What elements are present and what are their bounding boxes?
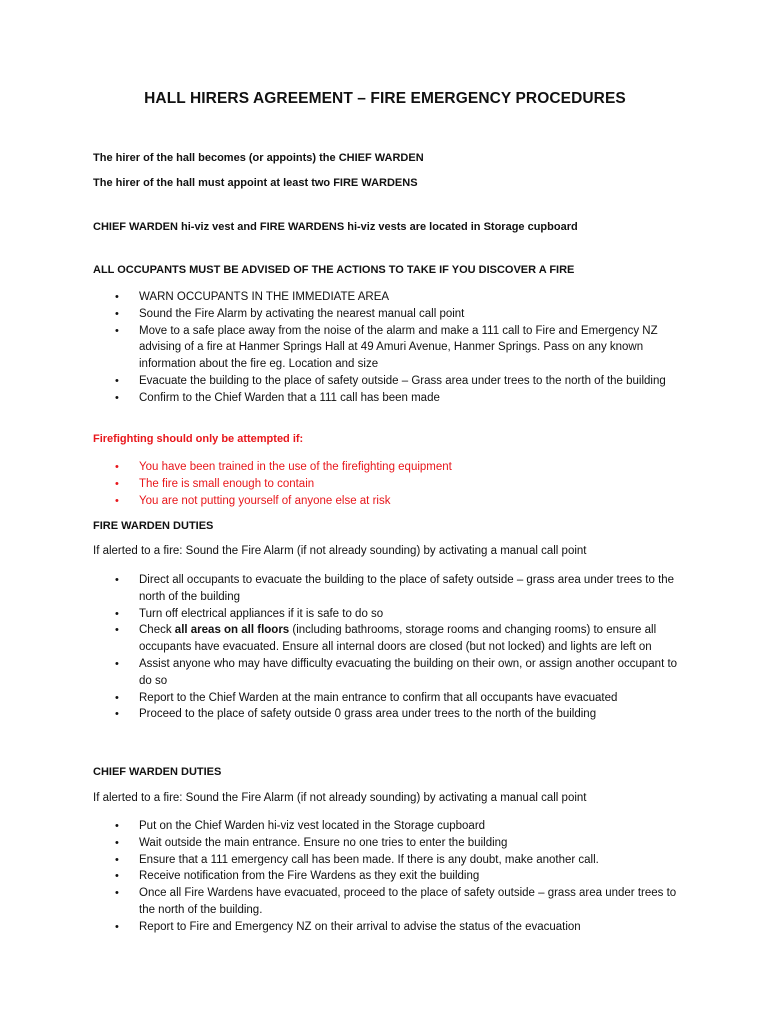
bullet: •	[115, 820, 119, 832]
list-item: • Sound the Fire Alarm by activating the nearest manual call point	[93, 306, 683, 323]
bullet: •	[115, 887, 119, 900]
list-item: • Evacuate the building to the place of safety outside – Grass area under trees to the north of the building	[93, 373, 683, 390]
list-item: • Proceed to the place of safety outside 0 grass area under trees to the north of the building	[93, 706, 683, 723]
list-item: • Move to a safe place away from the noise of the alarm and make a 111 call to Fire and Emergency NZ advising of a fire at Hanmer Springs Hall at 49 Amuri Avenue, Hanmer Springs. Pass on any known information about the fire eg. Location and size	[115, 324, 658, 371]
list-item: • Report to the Chief Warden at the main entrance to confirm that all occupants have evacuated	[93, 690, 683, 707]
intro-chief-warden: The hirer of the hall becomes (or appoints) the CHIEF WARDEN	[93, 152, 424, 164]
bullet: •	[115, 708, 119, 721]
intro-fire-wardens: The hirer of the hall must appoint at least two FIRE WARDENS	[93, 177, 418, 189]
bullet: •	[115, 870, 119, 883]
bullet: •	[115, 574, 119, 586]
bullet: •	[115, 853, 119, 866]
page-title: HALL HIRERS AGREEMENT – FIRE EMERGENCY PROCEDURES	[144, 90, 626, 107]
fire-warden-intro: If alerted to a fire: Sound the Fire Alarm (if not already sounding) by activating a manual call point	[93, 545, 587, 557]
intro-vest-location: CHIEF WARDEN hi-viz vest and FIRE WARDENS hi-viz vests are located in Storage cupboard	[93, 221, 578, 233]
firefighting-list	[93, 459, 683, 509]
chief-warden-intro: If alerted to a fire: Sound the Fire Alarm (if not already sounding) by activating a manual call point	[93, 792, 587, 804]
bullet: •	[115, 624, 119, 637]
bullet: •	[115, 307, 119, 320]
list-item: • Assist anyone who may have difficulty evacuating the building on their own, or assign another occupant to do so	[115, 657, 678, 687]
list-item: • Ensure that a 111 emergency call has been made. If there is any doubt, make another call.	[93, 852, 683, 869]
list-item: • WARN OCCUPANTS IN THE IMMEDIATE AREA	[93, 289, 683, 306]
bullet: •	[115, 691, 119, 704]
bullet: •	[115, 374, 119, 387]
bullet: •	[115, 494, 119, 507]
list-item: • Put on the Chief Warden hi-viz vest located in the Storage cupboard	[93, 818, 683, 835]
bullet: •	[115, 920, 119, 933]
list-item: • Report to Fire and Emergency NZ on their arrival to advise the status of the evacuation	[93, 919, 683, 936]
list-item: • Direct all occupants to evacuate the building to the place of safety outside – grass area under trees to the north of the building	[115, 574, 675, 603]
bullet: •	[115, 461, 119, 473]
bullet: •	[115, 836, 119, 849]
emphasis-all-areas: all areas on all floors	[174, 624, 290, 637]
chief-warden-heading: CHIEF WARDEN DUTIES	[93, 766, 222, 778]
list-item: • The fire is small enough to contain	[93, 476, 683, 493]
firefighting-heading: Firefighting should only be attempted if:	[93, 433, 304, 445]
list-item: • You have been trained in the use of the firefighting equipment	[93, 459, 683, 476]
bullet: •	[115, 607, 119, 620]
list-item: • Turn off electrical appliances if it is safe to do so	[93, 606, 683, 623]
bullet: •	[115, 324, 119, 337]
bullet: •	[115, 477, 119, 490]
bullet: •	[115, 391, 119, 404]
list-item: • You are not putting yourself of anyone else at risk	[93, 493, 683, 510]
list-item: • Wait outside the main entrance. Ensure no one tries to enter the building	[93, 835, 683, 852]
occupants-heading: ALL OCCUPANTS MUST BE ADVISED OF THE ACTIONS TO TAKE IF YOU DISCOVER A FIRE	[93, 264, 575, 276]
list-item: • Receive notification from the Fire Wardens as they exit the building	[93, 868, 683, 885]
bullet: •	[115, 657, 119, 670]
list-item: • Once all Fire Wardens have evacuated, proceed to the place of safety outside – grass area under trees to the north of the building.	[115, 887, 677, 916]
chief-warden-list	[93, 818, 683, 936]
fire-warden-list	[93, 572, 683, 723]
list-item: • Check all areas on all floors (including bathrooms, storage rooms and changing rooms) to ensure all occupants have evacuated. Ensure all internal doors are closed (but not locked) and lights are left on	[115, 624, 657, 654]
list-item: • Confirm to the Chief Warden that a 111 call has been made	[93, 390, 683, 407]
fire-warden-heading: FIRE WARDEN DUTIES	[93, 520, 214, 532]
occupants-list	[93, 289, 683, 407]
bullet: •	[115, 291, 119, 303]
